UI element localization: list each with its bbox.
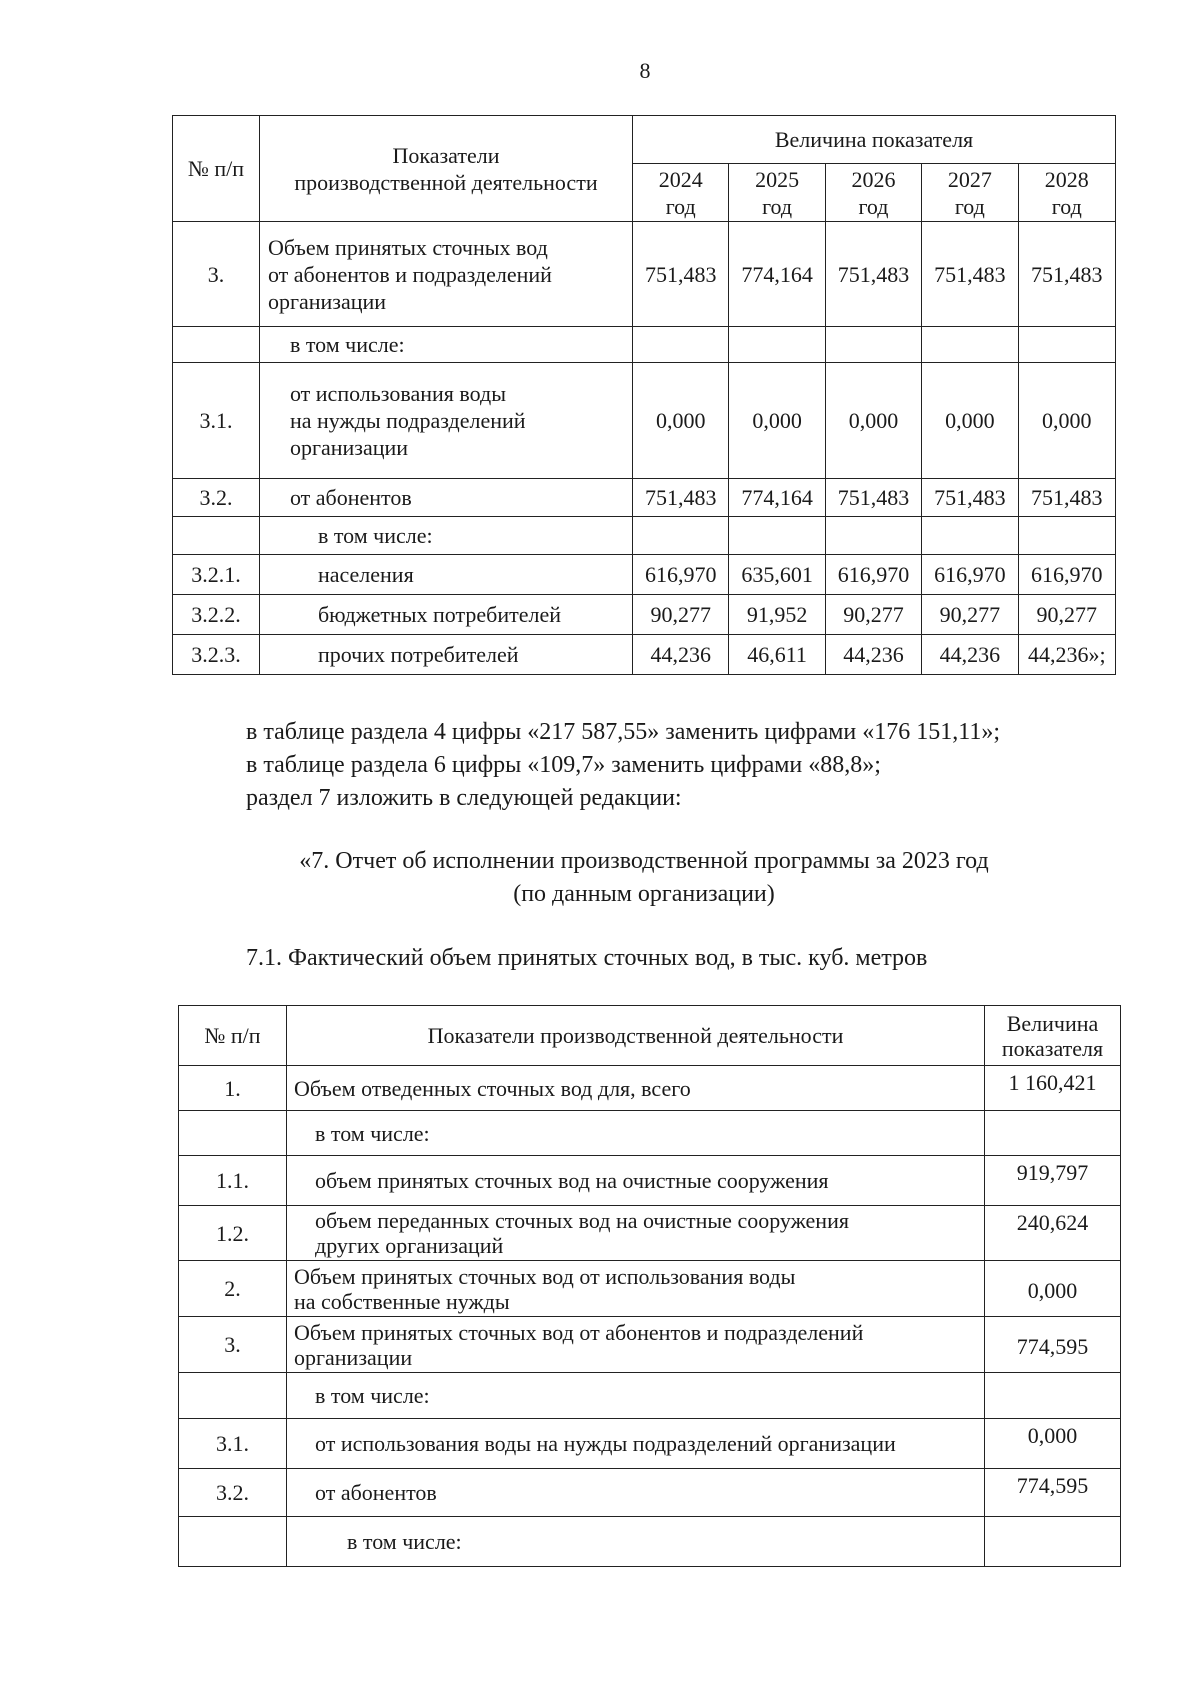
row-number: 3.2.3.	[173, 635, 260, 675]
row-value: 90,277	[825, 595, 921, 635]
row-label-line: организации	[289, 435, 409, 460]
table1-header-name-line2: производственной деятельности	[294, 169, 598, 195]
row-value: 90,277	[922, 595, 1018, 635]
row-number: 3.2.	[173, 479, 260, 517]
table-row	[179, 1373, 1121, 1419]
row-label: бюджетных потребителей	[259, 595, 632, 635]
row-value	[729, 517, 825, 555]
table-row	[173, 595, 1116, 635]
row-label-line: объем переданных сточных вод на очистные сооружения	[315, 1208, 849, 1233]
row-value: 616,970	[922, 555, 1018, 595]
row-value	[1018, 327, 1115, 363]
table1-header-year	[922, 164, 1018, 222]
row-value: 774,164	[729, 222, 825, 327]
row-label-line: от использования воды	[289, 381, 506, 406]
table-row	[179, 1156, 1121, 1206]
row-label	[287, 1206, 985, 1261]
table2-header-value	[985, 1006, 1121, 1066]
row-value: 0,000	[922, 363, 1018, 479]
table1-header-name	[259, 116, 632, 222]
row-number: 1.1.	[179, 1156, 287, 1206]
row-number: 3.2.	[179, 1469, 287, 1517]
row-label: объем принятых сточных вод на очистные сооружения	[287, 1156, 985, 1206]
table-row	[173, 479, 1116, 517]
year-label: 2026	[851, 166, 896, 192]
row-number	[173, 517, 260, 555]
row-label-line: на собственные нужды	[294, 1288, 510, 1314]
page-number: 8	[639, 58, 651, 83]
row-label: от абонентов	[259, 479, 632, 517]
table-row	[179, 1261, 1121, 1317]
table2-header-no: № п/п	[179, 1006, 287, 1066]
row-label	[259, 363, 632, 479]
row-label-line: Объем принятых сточных вод	[267, 234, 548, 260]
table2-header-value-line1: Величина	[1006, 1010, 1099, 1036]
row-value: 751,483	[633, 479, 729, 517]
row-value	[985, 1373, 1121, 1419]
row-label: в том числе:	[259, 517, 632, 555]
row-value: 44,236	[922, 635, 1018, 675]
row-label-line: от абонентов и подразделений	[267, 261, 552, 287]
row-number: 3.	[179, 1317, 287, 1373]
table-row	[179, 1317, 1121, 1373]
row-value: 1 160,421	[985, 1066, 1121, 1111]
table-row	[173, 517, 1116, 555]
row-value: 751,483	[825, 222, 921, 327]
year-unit: год	[858, 193, 889, 219]
row-label: в том числе:	[287, 1517, 985, 1567]
row-value: 616,970	[825, 555, 921, 595]
row-value	[922, 517, 1018, 555]
row-value: 751,483	[1018, 222, 1115, 327]
table1-header-name-line1: Показатели	[392, 142, 500, 168]
table-row	[173, 222, 1116, 327]
amendment-paragraph-2: в таблице раздела 6 цифры «109,7» заменить цифрами «88,8»;	[246, 752, 881, 778]
row-value	[825, 327, 921, 363]
row-label: в том числе:	[287, 1373, 985, 1419]
row-label	[287, 1317, 985, 1373]
section-subtitle: (по данным организации)	[513, 881, 775, 907]
row-value: 46,611	[729, 635, 825, 675]
row-value: 919,797	[985, 1156, 1121, 1206]
row-value: 0,000	[825, 363, 921, 479]
row-number	[173, 327, 260, 363]
row-value: 0,000	[985, 1261, 1121, 1317]
row-value: 751,483	[633, 222, 729, 327]
amendment-paragraph-3: раздел 7 изложить в следующей редакции:	[246, 785, 682, 811]
actual-wastewater-table	[178, 1005, 1121, 1567]
table-row	[179, 1517, 1121, 1567]
year-label: 2027	[947, 166, 992, 192]
row-value: 616,970	[633, 555, 729, 595]
row-number: 3.2.2.	[173, 595, 260, 635]
row-value: 751,483	[1018, 479, 1115, 517]
table-row	[173, 635, 1116, 675]
row-label-line: Объем принятых сточных вод от абонентов и подразделений	[294, 1319, 864, 1345]
row-value: 0,000	[729, 363, 825, 479]
row-value: 90,277	[633, 595, 729, 635]
row-label-line: на нужды подразделений	[289, 408, 526, 433]
row-value: 0,000	[985, 1419, 1121, 1469]
row-value: 774,595	[985, 1469, 1121, 1517]
subsection-title: 7.1. Фактический объем принятых сточных вод, в тыс. куб. метров	[246, 945, 928, 971]
row-value: 44,236	[825, 635, 921, 675]
table-row	[179, 1111, 1121, 1156]
row-value	[985, 1517, 1121, 1567]
row-number: 3.1.	[173, 363, 260, 479]
production-indicators-table	[172, 115, 1116, 675]
table-row	[173, 327, 1116, 363]
table-row	[179, 1206, 1121, 1261]
row-value: 751,483	[922, 479, 1018, 517]
table2-header-name: Показатели производственной деятельности	[287, 1006, 985, 1066]
row-value: 635,601	[729, 555, 825, 595]
table1-header-value-group: Величина показателя	[633, 116, 1116, 164]
table1-header-no: № п/п	[173, 116, 260, 222]
row-value: 91,952	[729, 595, 825, 635]
row-label-line: организации	[294, 1344, 413, 1370]
row-number	[179, 1111, 287, 1156]
row-value	[985, 1111, 1121, 1156]
year-unit: год	[1051, 193, 1082, 219]
table-row	[173, 555, 1116, 595]
row-value	[729, 327, 825, 363]
amendment-paragraph-1: в таблице раздела 4 цифры «217 587,55» заменить цифрами «176 151,11»;	[246, 719, 1001, 745]
table1-header-year	[1018, 164, 1115, 222]
row-label-line: Объем принятых сточных вод от использования воды	[294, 1263, 796, 1289]
row-label: населения	[259, 555, 632, 595]
row-value	[825, 517, 921, 555]
row-label-line: организации	[267, 288, 387, 314]
table1-header-year	[633, 164, 729, 222]
year-unit: год	[954, 193, 985, 219]
row-label: прочих потребителей	[259, 635, 632, 675]
row-value: 0,000	[633, 363, 729, 479]
row-number: 3.2.1.	[173, 555, 260, 595]
year-unit: год	[762, 193, 793, 219]
table-row	[179, 1469, 1121, 1517]
row-label: от использования воды на нужды подразделений организации	[287, 1419, 985, 1469]
row-number	[179, 1373, 287, 1419]
table-row	[179, 1419, 1121, 1469]
row-value: 44,236»;	[1018, 635, 1115, 675]
row-value: 774,164	[729, 479, 825, 517]
row-number: 1.	[179, 1066, 287, 1111]
year-label: 2024	[658, 166, 703, 192]
row-number: 3.1.	[179, 1419, 287, 1469]
row-value	[1018, 517, 1115, 555]
table1-header-year	[729, 164, 825, 222]
row-label: в том числе:	[287, 1111, 985, 1156]
table-row	[173, 363, 1116, 479]
table1-header-year	[825, 164, 921, 222]
table2-header-value-line2: показателя	[1001, 1035, 1104, 1061]
row-value: 751,483	[922, 222, 1018, 327]
row-label: в том числе:	[259, 327, 632, 363]
row-value	[633, 517, 729, 555]
row-label	[287, 1261, 985, 1317]
row-label	[259, 222, 632, 327]
row-number: 2.	[179, 1261, 287, 1317]
row-number: 1.2.	[179, 1206, 287, 1261]
row-label: Объем отведенных сточных вод для, всего	[287, 1066, 985, 1111]
row-value: 774,595	[985, 1317, 1121, 1373]
year-unit: год	[665, 193, 696, 219]
year-label: 2025	[755, 166, 800, 192]
row-value: 44,236	[633, 635, 729, 675]
row-value	[633, 327, 729, 363]
row-label-line: других организаций	[315, 1233, 504, 1258]
year-label: 2028	[1044, 166, 1089, 192]
row-value: 751,483	[825, 479, 921, 517]
table-row	[179, 1066, 1121, 1111]
row-value	[922, 327, 1018, 363]
row-value: 616,970	[1018, 555, 1115, 595]
row-value: 240,624	[985, 1206, 1121, 1261]
row-value: 0,000	[1018, 363, 1115, 479]
row-value: 90,277	[1018, 595, 1115, 635]
row-number	[179, 1517, 287, 1567]
section-title: «7. Отчет об исполнении производственной программы за 2023 год	[299, 848, 989, 874]
row-label: от абонентов	[287, 1469, 985, 1517]
row-number: 3.	[173, 222, 260, 327]
